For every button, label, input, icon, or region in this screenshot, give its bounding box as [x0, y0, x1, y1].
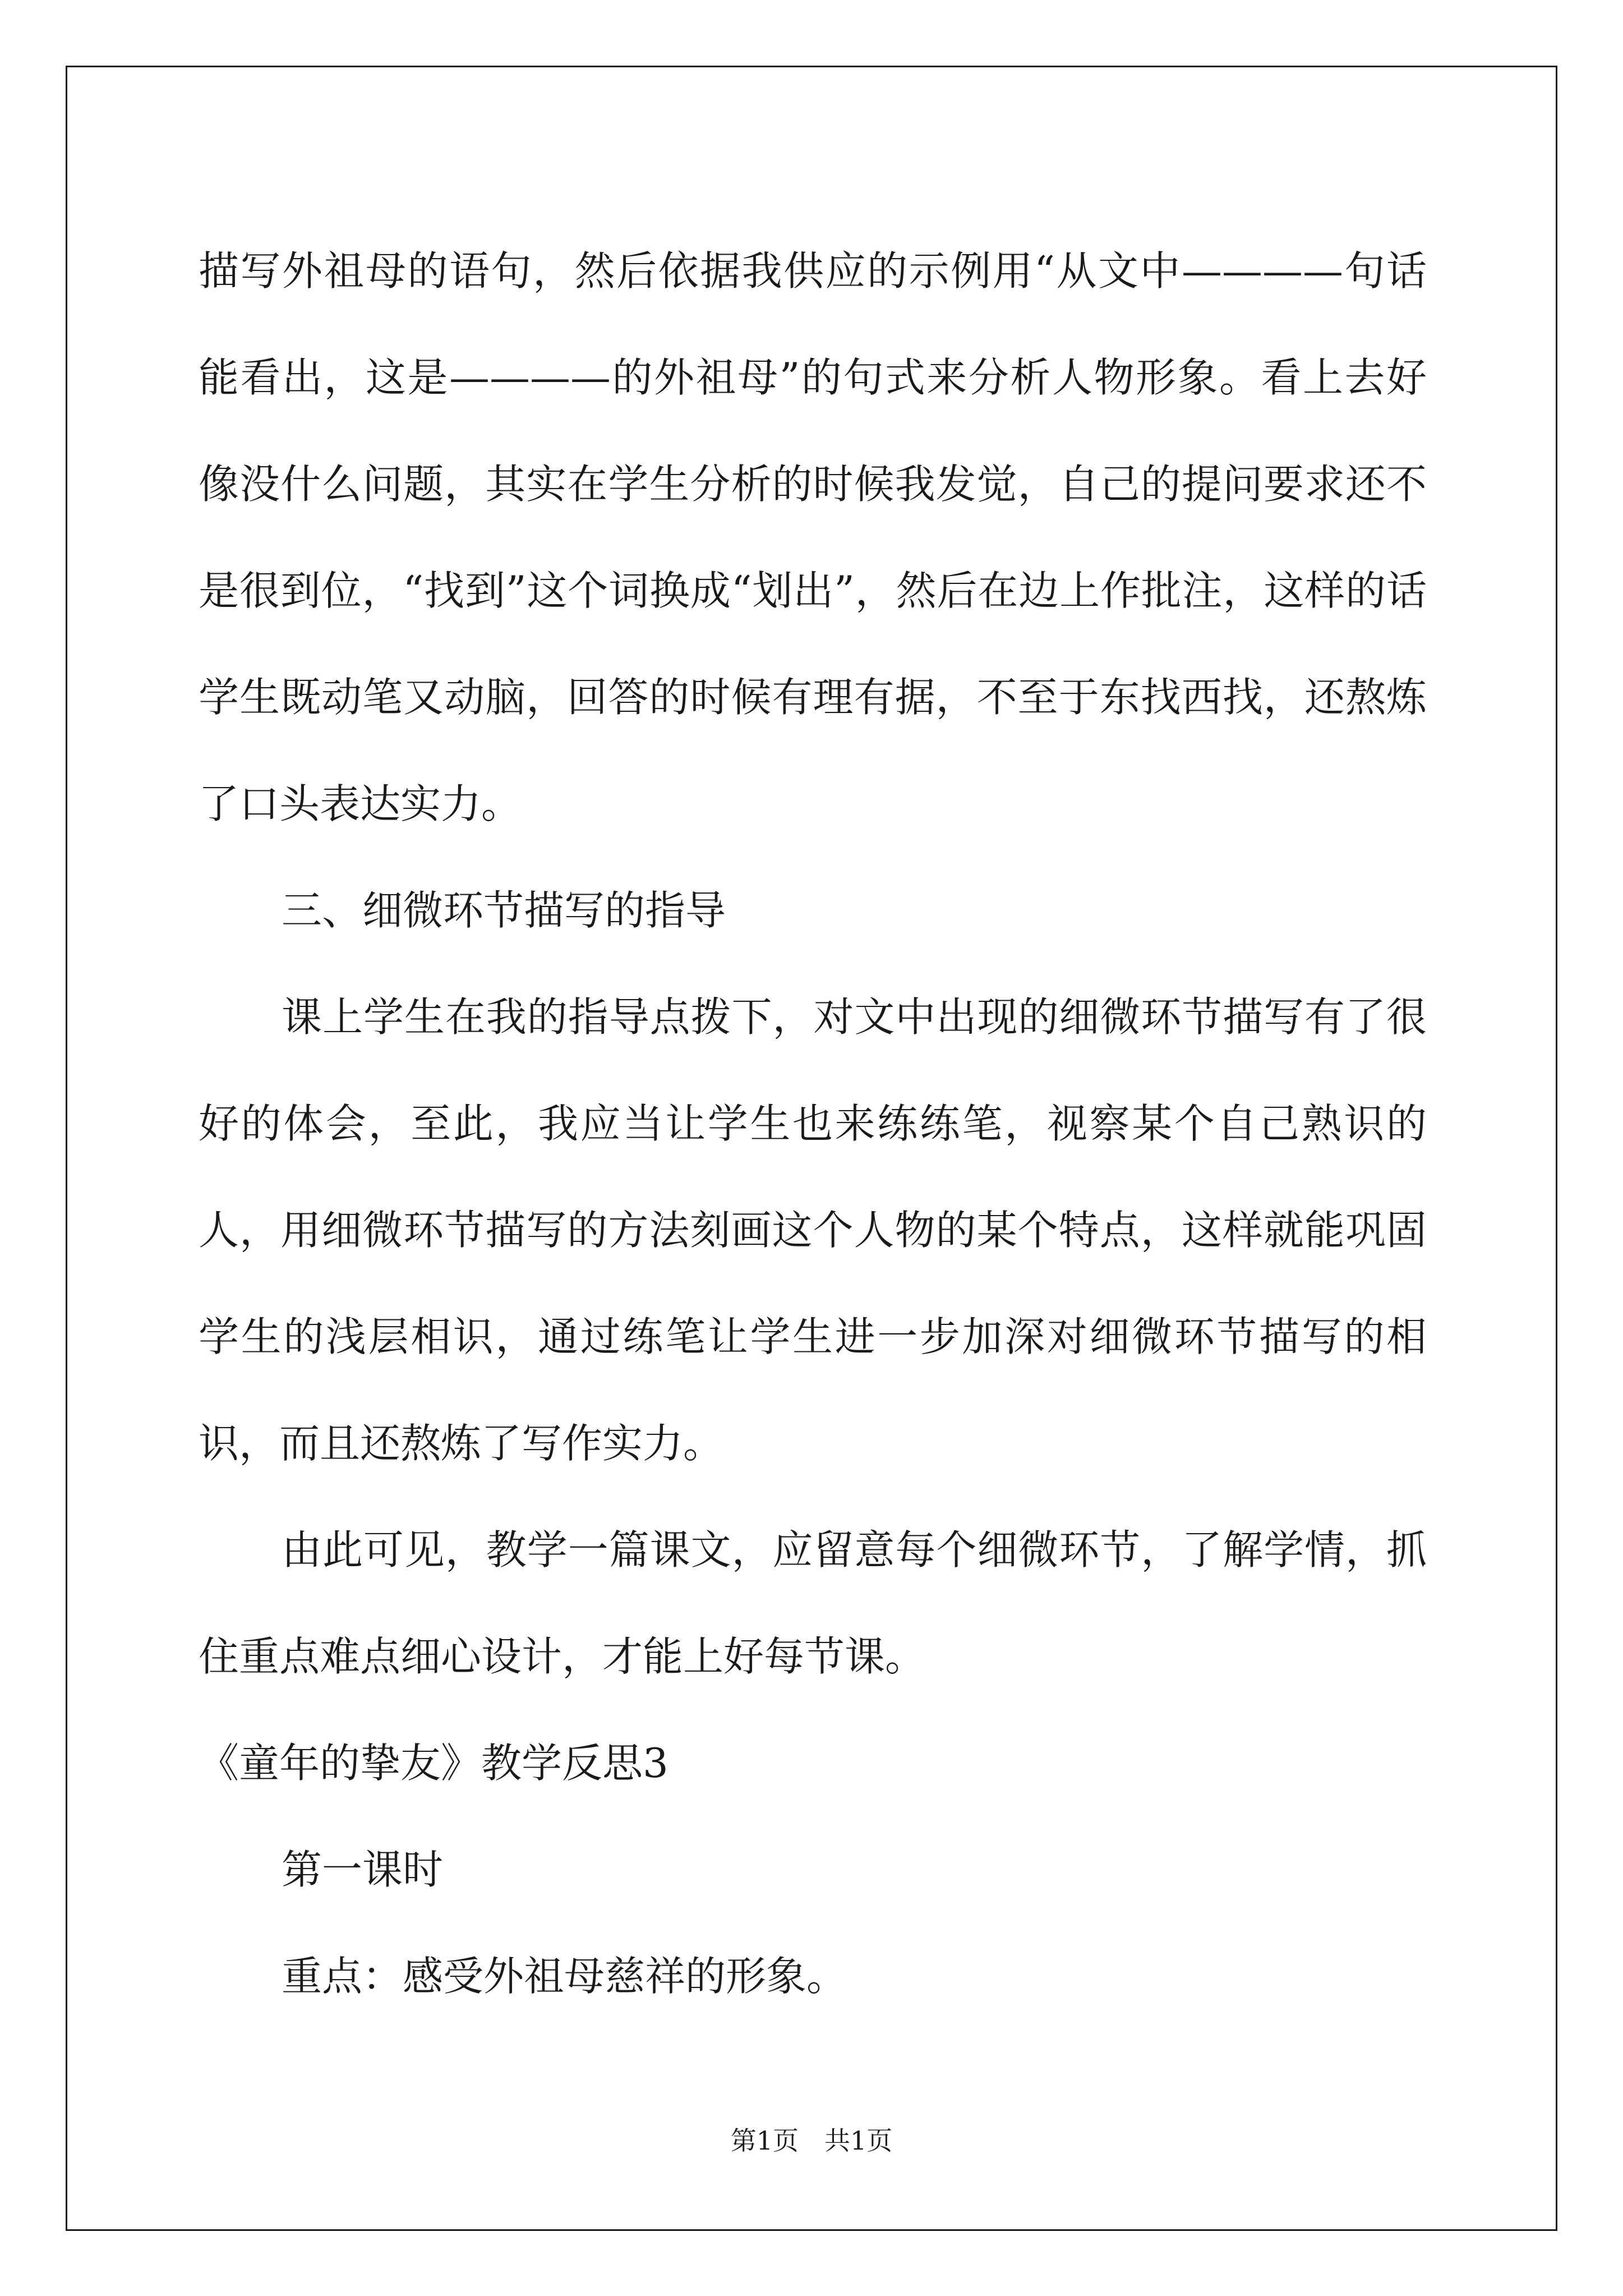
section-title: 《童年的挚友》教学反思3: [199, 1740, 668, 1787]
document-body: [199, 218, 1427, 2030]
page-number-footer: 第1页 共1页: [730, 2125, 893, 2156]
paragraph-3: 由此可见，教学一篇课文，应留意每个细微环节，了解学情，抓住重点难点细心设计，才能上好每节课。: [199, 1526, 1427, 1680]
subheading-3: 三、细微环节描写的指导: [282, 887, 726, 934]
lesson-label: 第一课时: [282, 1846, 444, 1893]
paragraph-2: 课上学生在我的指导点拨下，对文中出现的细微环节描写有了很好的体会，至此，我应当让学生也来练练笔，视察某个自己熟识的人，用细微环节描写的方法刻画这个人物的某个特点，这样就能巩固学生的浅层相识，通过练笔让学生进一步加深对细微环节描写的相识，而且还熬炼了写作实力。: [199, 993, 1427, 1467]
paragraph-1: 描写外祖母的语句，然后依据我供应的示例用“从文中————句话能看出，这是————的外祖母”的句式来分析人物形象。看上去好像没什么问题，其实在学生分析的时候我发觉，自己的提问要求还不是很到位，“找到”这个词换成“划出”，然后在边上作批注，这样的话学生既动笔又动脑，回答的时候有理有据，不至于东找西找，还熬炼了口头表达实力。: [199, 247, 1427, 827]
key-point: 重点：感受外祖母慈祥的形象。: [282, 1953, 847, 2000]
